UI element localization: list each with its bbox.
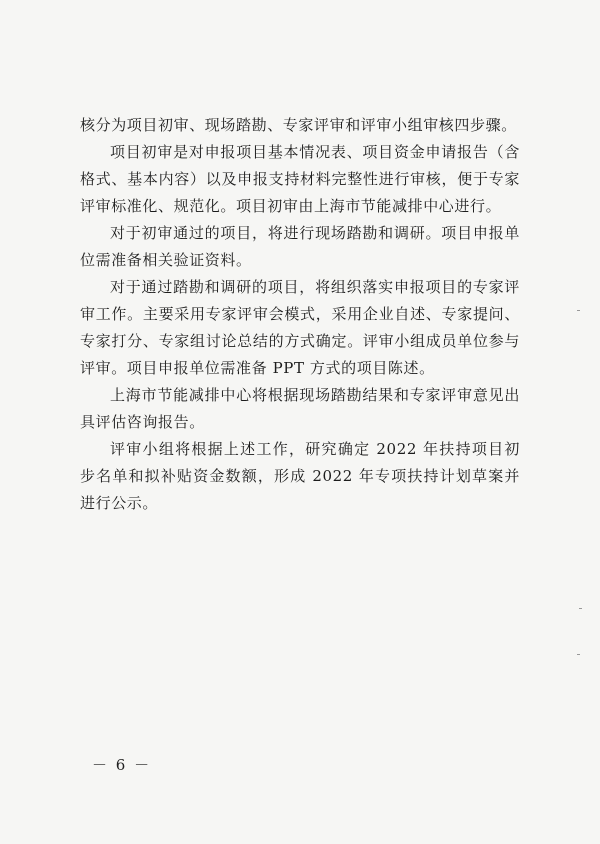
scan-speck: [577, 310, 580, 311]
document-body: [80, 112, 520, 517]
paragraph-expert-review: 对于通过踏勘和调研的项目，将组织落实申报项目的专家评审工作。主要采用专家评审会模式，采用企业自述、专家提问、专家打分、专家组讨论总结的方式确定。评审小组成员单位参与评审。项目申报单位需准备 PPT 方式的项目陈述。: [80, 278, 520, 377]
scan-speck: [579, 608, 582, 609]
paragraph-assessment-report: 上海市节能减排中心将根据现场踏勘结果和专家评审意见出具评估咨询报告。: [80, 386, 520, 431]
scan-speck: [577, 654, 580, 655]
paragraph-final-review: 评审小组将根据上述工作，研究确定 2022 年扶持项目初步名单和拟补贴资金数额，形成 2022 年专项扶持计划草案并进行公示。: [80, 440, 520, 512]
paragraph-continuation: 核分为项目初审、现场踏勘、专家评审和评审小组审核四步骤。: [80, 116, 517, 134]
paragraph-site-survey: 对于初审通过的项目，将进行现场踏勘和调研。项目申报单位需准备相关验证资料。: [80, 224, 520, 269]
paragraph-initial-review: 项目初审是对申报项目基本情况表、项目资金申请报告（含格式、基本内容）以及申报支持材料完整性进行审核，便于专家评审标准化、规范化。项目初审由上海市节能减排中心进行。: [80, 143, 520, 215]
page-number: － 6 －: [92, 756, 152, 774]
